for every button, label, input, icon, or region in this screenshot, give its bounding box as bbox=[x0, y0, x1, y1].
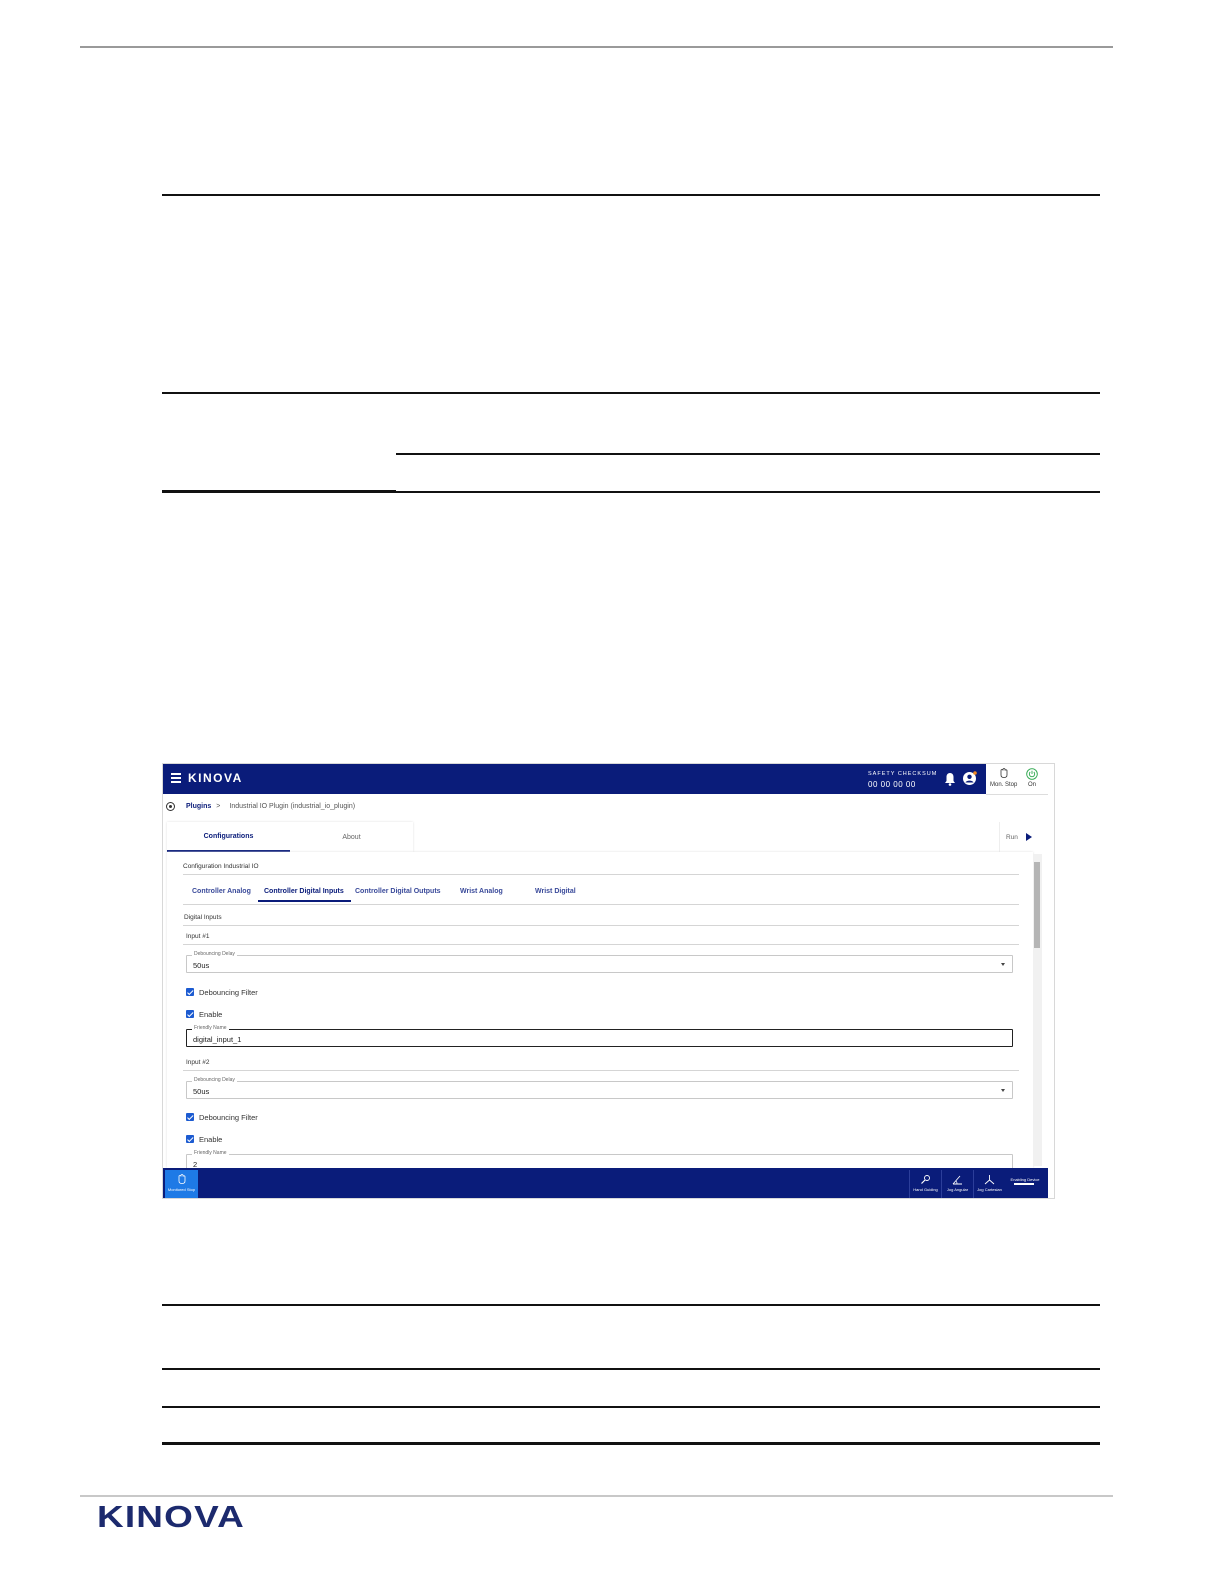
hand-guiding-icon bbox=[920, 1174, 931, 1185]
bottom-bar bbox=[163, 1168, 1048, 1199]
table-rule bbox=[162, 1304, 1100, 1306]
tab-about[interactable]: About bbox=[342, 833, 361, 841]
hand-icon[interactable] bbox=[1000, 768, 1008, 778]
subtab-controller-analog[interactable]: Controller Analog bbox=[192, 888, 251, 895]
svg-text:KINOVA: KINOVA bbox=[97, 1503, 245, 1529]
app-screenshot bbox=[162, 763, 1055, 1199]
checksum-label: SAFETY CHECKSUM bbox=[868, 771, 938, 777]
chevron-down-icon bbox=[1001, 963, 1005, 966]
top-bar bbox=[163, 764, 986, 794]
chevron-down-icon bbox=[1001, 1089, 1005, 1092]
table-rule bbox=[162, 392, 1100, 394]
jog-angular-button[interactable] bbox=[941, 1170, 973, 1198]
table-rule bbox=[162, 194, 1100, 196]
run-button[interactable] bbox=[999, 822, 1047, 852]
button-label: Jog Angular bbox=[946, 1187, 969, 1192]
checkbox-label: Enable bbox=[199, 1135, 223, 1144]
table-rule bbox=[396, 491, 1100, 493]
menu-icon[interactable] bbox=[171, 773, 181, 785]
button-label: Enabling Device bbox=[1010, 1177, 1040, 1182]
input-title: Input #2 bbox=[186, 1059, 210, 1066]
input-title: Input #1 bbox=[186, 933, 210, 940]
debouncing-delay-select[interactable] bbox=[186, 951, 1013, 973]
scrollbar[interactable] bbox=[1033, 854, 1042, 1166]
field-value: 50us bbox=[193, 1087, 210, 1096]
field-label: Debouncing Delay bbox=[194, 951, 235, 957]
field-value: 2 bbox=[193, 1160, 198, 1168]
play-icon bbox=[1026, 833, 1032, 841]
run-label: Run bbox=[1006, 833, 1018, 841]
table-rule bbox=[162, 1442, 1100, 1445]
on-label: On bbox=[1028, 782, 1037, 788]
page-tabs bbox=[167, 822, 413, 852]
subtab-wrist-digital[interactable]: Wrist Digital bbox=[535, 888, 576, 895]
tab-configurations[interactable]: Configurations bbox=[167, 822, 290, 852]
field-value: 50us bbox=[193, 961, 210, 970]
subtab-controller-digital-outputs[interactable]: Controller Digital Outputs bbox=[355, 888, 441, 895]
table-rule bbox=[396, 453, 1100, 455]
monitored-stop-button[interactable] bbox=[165, 1170, 198, 1198]
mon-stop-label: Mon. Stop bbox=[990, 782, 1018, 788]
app-brand: KINOVA bbox=[188, 771, 243, 785]
checkbox-label: Debouncing Filter bbox=[199, 1113, 258, 1122]
friendly-name-input[interactable] bbox=[186, 1150, 1013, 1168]
button-label: Jog Cartesian bbox=[977, 1187, 1002, 1192]
divider bbox=[183, 874, 1019, 875]
group-title: Digital Inputs bbox=[184, 914, 222, 921]
breadcrumb-plugins-link[interactable]: Plugins bbox=[186, 803, 212, 810]
divider bbox=[183, 925, 1019, 926]
enable-checkbox[interactable] bbox=[186, 1135, 194, 1143]
checksum-value: 00 00 00 00 bbox=[868, 780, 916, 789]
angle-icon bbox=[952, 1174, 963, 1185]
section-title: Configuration Industrial IO bbox=[183, 863, 259, 870]
subtab-controller-digital-inputs[interactable]: Controller Digital Inputs bbox=[258, 888, 351, 902]
field-label: Friendly Name bbox=[194, 1150, 227, 1156]
divider bbox=[183, 904, 1019, 905]
subtab-wrist-analog[interactable]: Wrist Analog bbox=[460, 888, 503, 895]
debouncing-filter-checkbox[interactable] bbox=[186, 1113, 194, 1121]
hand-guiding-button[interactable] bbox=[909, 1170, 941, 1198]
enabling-device-button[interactable] bbox=[1007, 1170, 1043, 1198]
back-icon[interactable] bbox=[166, 802, 175, 811]
checkbox-label: Enable bbox=[199, 1010, 223, 1019]
field-label: Debouncing Delay bbox=[194, 1077, 235, 1083]
breadcrumb bbox=[166, 802, 355, 811]
field-label: Friendly Name bbox=[194, 1025, 227, 1031]
divider bbox=[183, 944, 1019, 945]
config-panel bbox=[167, 852, 1033, 1168]
enabling-device-bar bbox=[1014, 1183, 1034, 1185]
field-value: digital_input_1 bbox=[193, 1035, 242, 1044]
kinova-logo bbox=[97, 1503, 247, 1529]
breadcrumb-current: Industrial IO Plugin (industrial_io_plugin) bbox=[229, 803, 356, 810]
button-label: Hand Guiding bbox=[913, 1187, 938, 1192]
status-panel bbox=[986, 764, 1048, 795]
breadcrumb-separator: > bbox=[216, 803, 221, 810]
debouncing-delay-select[interactable] bbox=[186, 1077, 1013, 1099]
divider bbox=[183, 1070, 1019, 1071]
friendly-name-input[interactable] bbox=[186, 1025, 1013, 1047]
enable-checkbox[interactable] bbox=[186, 1010, 194, 1018]
checkbox-label: Debouncing Filter bbox=[199, 988, 258, 997]
footer-rule bbox=[80, 1495, 1113, 1497]
button-label: Monitored Stop bbox=[167, 1187, 196, 1192]
header-rule bbox=[80, 46, 1113, 48]
table-rule bbox=[162, 1368, 1100, 1370]
hand-icon bbox=[178, 1174, 186, 1184]
jog-cartesian-button[interactable] bbox=[973, 1170, 1005, 1198]
scrollbar-thumb[interactable] bbox=[1034, 862, 1040, 948]
power-icon[interactable] bbox=[1026, 768, 1038, 780]
table-rule bbox=[162, 490, 396, 493]
debouncing-filter-checkbox[interactable] bbox=[186, 988, 194, 996]
table-rule bbox=[162, 1406, 1100, 1408]
bell-icon[interactable] bbox=[944, 772, 956, 786]
axes-icon bbox=[984, 1174, 995, 1185]
user-avatar-icon[interactable] bbox=[962, 771, 977, 786]
